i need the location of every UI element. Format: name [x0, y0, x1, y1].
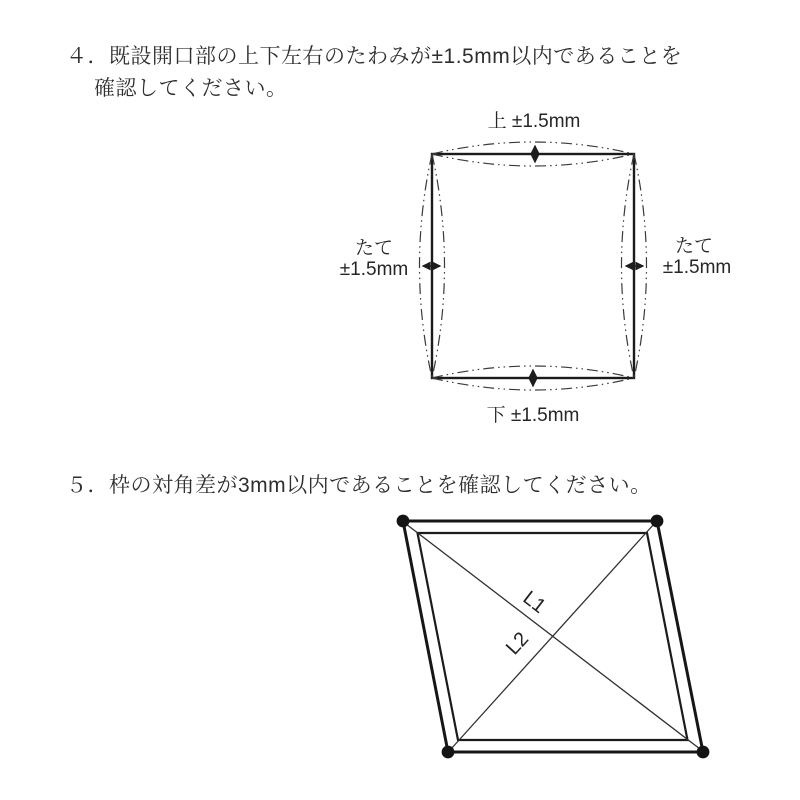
step5-number: ５． [66, 474, 109, 497]
left-tolerance-label-line2: ±1.5mm [339, 259, 409, 280]
step4-heading-line1 [66, 40, 682, 70]
diagonal-l1-label: L1 [518, 586, 550, 618]
diagonal-l2-label: L2 [501, 628, 534, 660]
top-tolerance-label: 上 ±1.5mm [487, 111, 581, 132]
step4-text-line2: 確認してください。 [94, 77, 288, 100]
corner-dot-top-left [397, 515, 410, 528]
right-tolerance-label-line1: たて [674, 236, 714, 257]
top-deflection-arc-outer [432, 142, 634, 154]
opening-frame-rect [432, 154, 634, 378]
step4-text-line1: 既設開口部の上下左右のたわみが±1.5mm以内であることを [109, 45, 683, 68]
diagonal-l2-line [451, 524, 654, 749]
right-tolerance-label-line2: ±1.5mm [662, 257, 732, 278]
step4-number: ４． [66, 45, 109, 68]
deflection-diagram [320, 100, 780, 445]
left-tolerance-label-line1: たて [354, 238, 394, 259]
corner-dot-bottom-left [442, 746, 455, 759]
step4-heading-line2 [94, 72, 288, 102]
step5-text: 枠の対角差が3mm以内であることを確認してください。 [109, 474, 652, 497]
diagonal-diagram [375, 495, 735, 795]
corner-dot-bottom-right [697, 746, 710, 759]
top-deflection-arc-inner [432, 154, 634, 166]
bottom-tolerance-label: 下 ±1.5mm [486, 405, 580, 426]
corner-dot-top-right [651, 515, 664, 528]
